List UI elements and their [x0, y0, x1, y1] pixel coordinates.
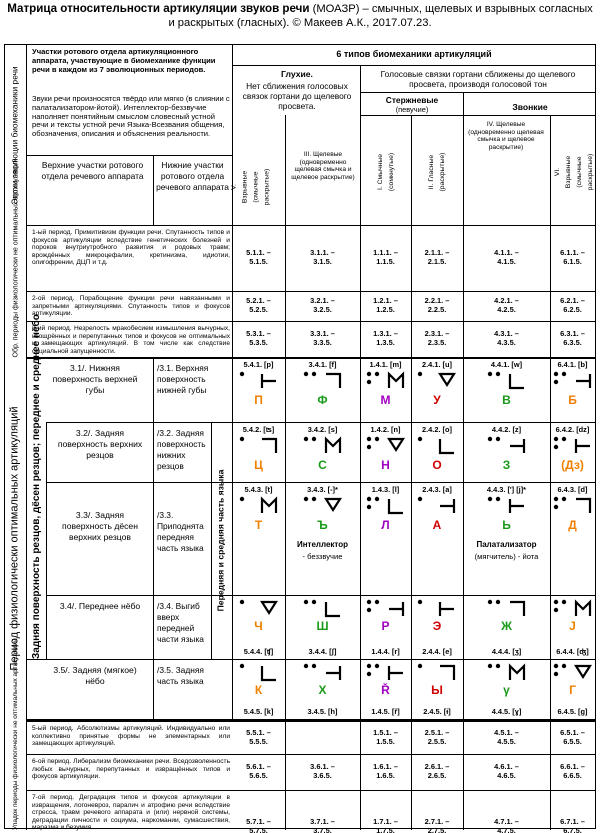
- bottom-code-0-4: 4.5.1. – 4.5.5.: [494, 727, 519, 746]
- six-types-header: 6 типов биомеханики артикуляций: [336, 49, 492, 59]
- sound-code-2-1: 3.4.3. [-]*: [307, 485, 338, 494]
- top-code-0-2: 1.1.1. – 1.1.5.: [373, 248, 398, 266]
- intellector-note: Интеллектор: [296, 540, 349, 549]
- sound-code-4-1: 3.4.5. [h]: [307, 707, 338, 716]
- sound-code-1-0: 5.4.2. [ʦ]: [242, 425, 275, 434]
- sound-code-2-5: 6.4.3. [d]: [557, 485, 588, 494]
- letter-3-3: Э: [432, 619, 442, 633]
- sound-code-3-3: 2.4.4. [e]: [422, 647, 452, 656]
- articulation-symbol-2-1: [303, 496, 343, 516]
- top-period-2: 3-ий период. Незрелость мракобесием измышления вычурных, изощрённых и перепутанных типов и фокусов не оптимальных и замещающих артикуляций. В том числе как следствие социальной запущенности.: [32, 325, 230, 355]
- sound-code-0-0: 5.4.1. [p]: [243, 360, 274, 369]
- articulation-symbol-3-3: [417, 599, 457, 619]
- bottom-period-1: 6-ой период. Либерализм биомеханики речи. Вседозволенность любых вычурных, перепутанных и извращённых типов и фокусов артикуляции.: [32, 758, 230, 781]
- bottom-code-2-4: 4.7.1. – 4.7.5.: [494, 817, 519, 833]
- letter-2-2: Л: [381, 518, 390, 532]
- top-code-0-1: 3.1.1. – 3.1.5.: [310, 248, 335, 266]
- articulation-symbol-0-4: [487, 371, 527, 391]
- sound-code-1-4: 4.4.2. [z]: [491, 425, 522, 434]
- sound-code-3-0: 5.4.4. [ʧ]: [243, 647, 274, 656]
- articulation-symbol-1-2: [366, 436, 406, 456]
- bottom-code-2-1: 3.7.1. – 3.7.5.: [310, 817, 335, 833]
- sound-code-4-2: 1.4.5. [ř]: [371, 707, 400, 716]
- page-title: Матрица относительности артикуляции звуков речи (МОАЗР) – смычных, щелевых и взрывных согласных и раскрытых (гласных). © Макеев А.К., 2017.07.23.: [7, 2, 593, 29]
- top-period-1: 2-ой период. Порабощение функции речи навязанными и запретными артикуляциями. Спутанность типов и фокусов артикуляции.: [32, 295, 230, 318]
- side-good-period: Период физиологически оптимальных артикуляций: [5, 357, 27, 719]
- articulation-symbol-2-4: [487, 496, 527, 516]
- articulation-symbol-1-5: [553, 436, 593, 456]
- side-epochs: Эпохи эволюции биомеханики речи: [5, 45, 27, 225]
- upper-part-1: 3.2/. Задняя поверхность верхних резцов: [57, 428, 143, 460]
- voiced-desc: Голосовые связки гортани сближены до щелевого просвета, производя голосовой тон: [380, 69, 576, 89]
- sonor-title: Звонкие: [512, 102, 548, 112]
- letter-4-0: К: [254, 683, 263, 697]
- top-code-1-4: 4.2.1. – 4.2.5.: [494, 296, 519, 314]
- top-code-0-4: 4.1.1. – 4.1.5.: [494, 248, 519, 266]
- articulation-symbol-0-1: [303, 371, 343, 391]
- letter-3-1: Ш: [316, 619, 329, 633]
- bottom-code-2-3: 2.7.1. – 2.7.5.: [424, 817, 450, 833]
- articulation-symbol-4-4: [487, 663, 527, 683]
- upper-part-2: 3.3/. Задняя поверхность дёсен верхних резцов: [62, 510, 138, 542]
- lower-part-0: /3.1. Верхняя поверхность нижней губы: [157, 363, 209, 395]
- lower-part-1: /3.2. Задняя поверхность нижних резцов: [157, 428, 206, 471]
- letter-4-5: Г: [569, 683, 576, 697]
- articulation-symbol-3-2: [366, 599, 406, 619]
- articulation-symbol-1-1: [303, 436, 343, 456]
- letter-3-4: Ж: [501, 619, 512, 633]
- sound-code-1-3: 2.4.2. [o]: [422, 425, 452, 434]
- col-iv: IV. Щелевые (одновременно щелевая смычка и щелевое раскрытие): [468, 121, 544, 151]
- letter-3-5: J: [569, 619, 576, 633]
- top-code-1-3: 2.2.1. – 2.2.5.: [424, 296, 450, 314]
- intro-text: Звуки речи произносятся твёрдо или мягко (в слиянии с палатализатором-йотой). Интеллектор-беззвучие наполняет понятийным смыслом словесный устной речи и тексты устной речи Языка-Всезвания общения, обозначения, описания и объяснения реальности.: [32, 94, 230, 139]
- col-i: I. Смычные (сомкнутые): [377, 152, 395, 192]
- sound-code-1-1: 3.4.2. [s]: [307, 425, 338, 434]
- side-tongue: Передняя и средняя часть языка: [215, 469, 226, 612]
- bottom-code-2-2: 1.7.1. – 1.7.5.: [373, 817, 398, 833]
- core-title: Стержневые: [385, 95, 439, 105]
- top-code-2-2: 1.3.1. – 1.3.5.: [373, 329, 398, 347]
- col-ii: II. Гласные (раскрытые): [428, 152, 446, 192]
- deaf-title: Глухие.: [281, 69, 313, 79]
- top-code-2-4: 4.3.1. – 4.3.5.: [494, 329, 519, 347]
- articulation-symbol-1-4: [487, 436, 527, 456]
- sound-code-3-1: 3.4.4. [ʃ]: [308, 647, 337, 656]
- letter-4-1: Х: [318, 683, 327, 697]
- letter-2-0: Т: [254, 518, 263, 532]
- col-v: V. Взрывные (смычные раскрытые): [230, 168, 271, 206]
- bottom-code-1-4: 4.6.1. – 4.6.5.: [494, 762, 519, 780]
- sound-code-3-5: 6.4.4. [ʤ]: [556, 647, 589, 656]
- letter-1-3: О: [432, 458, 442, 472]
- top-code-1-1: 3.2.1. – 3.2.5.: [310, 296, 335, 314]
- bottom-code-1-3: 2.6.1. – 2.6.5.: [424, 762, 450, 780]
- articulation-symbol-0-5: [553, 371, 593, 391]
- letter-0-5: Б: [568, 393, 577, 407]
- letter-0-4: В: [502, 393, 511, 407]
- top-code-0-3: 2.1.1. – 2.1.5.: [424, 248, 450, 266]
- top-code-1-2: 1.2.1. – 1.2.5.: [373, 296, 398, 314]
- sound-code-4-0: 5.4.5. [k]: [243, 707, 274, 716]
- letter-3-0: Ч: [254, 619, 263, 633]
- letter-3-2: Р: [381, 619, 390, 633]
- lower-part-2: /3.3. Приподнята передняя часть языка: [157, 510, 204, 553]
- upper-part-0: 3.1/. Нижняя поверхность верхней губы: [52, 363, 138, 395]
- upper-part-4: 3.5/. Задняя (мягкое) нёбо: [53, 665, 137, 686]
- letter-2-5: Д: [568, 518, 577, 532]
- core-sub: (певучие): [395, 105, 429, 114]
- bottom-code-0-2: 1.5.1. – 1.5.5.: [373, 727, 398, 746]
- sound-code-4-5: 6.4.5. [g]: [557, 707, 588, 716]
- side-decline: Упадок периоды физиологически не оптимальных артикуляций: [5, 719, 27, 830]
- letter-0-1: Ф: [317, 393, 328, 407]
- articulation-symbol-4-0: [239, 663, 279, 683]
- letter-1-4: З: [502, 458, 511, 472]
- bottom-code-0-5: 6.5.1. – 6.5.5.: [560, 727, 585, 746]
- articulation-symbol-3-0: [239, 599, 279, 619]
- letter-0-0: П: [254, 393, 263, 407]
- lower-part-3: /3.4. Выгиб вверх передней части языка: [157, 601, 204, 644]
- letter-4-2: Ř: [381, 683, 390, 697]
- sound-code-2-3: 2.4.3. [a]: [422, 485, 452, 494]
- letter-2-1: Ъ: [317, 518, 328, 532]
- sound-code-3-2: 1.4.4. [r]: [371, 647, 400, 656]
- sound-code-2-2: 1.4.3. [l]: [371, 485, 400, 494]
- intellector-sub: - беззвучие: [302, 552, 343, 561]
- articulation-symbol-2-5: [553, 496, 593, 516]
- top-code-1-5: 6.2.1. – 6.2.5.: [560, 296, 585, 314]
- top-code-0-0: 5.1.1. – 5.1.5.: [246, 248, 271, 266]
- articulation-symbol-1-0: [239, 436, 279, 456]
- sound-code-2-0: 5.4.3. [t]: [244, 485, 273, 494]
- bottom-code-0-0: 5.5.1. – 5.5.5.: [246, 727, 271, 746]
- bottom-code-1-1: 3.6.1. – 3.6.5.: [310, 762, 335, 780]
- top-code-2-0: 5.3.1. – 5.3.5.: [246, 329, 271, 347]
- bottom-code-2-5: 6.7.1. – 6.7.5.: [560, 817, 585, 833]
- articulation-symbol-3-4: [487, 599, 527, 619]
- bottom-code-1-2: 1.6.1. – 1.6.5.: [373, 762, 398, 780]
- letter-1-1: С: [318, 458, 327, 472]
- top-period-0: 1-ый период. Примитивизм функции речи. Спутанность типов и фокусов артикуляции вследствие генетических болезней и пороков внутриутробного развития и родовых травм; врождённых микроцефалии, кретинизма, идиотии, олигофрении, ДЦП и т.д.: [32, 229, 230, 267]
- sound-code-0-3: 2.4.1. [u]: [422, 360, 452, 369]
- sound-code-1-5: 6.4.2. [dz]: [555, 425, 590, 434]
- articulation-symbol-1-3: [417, 436, 457, 456]
- articulation-symbol-3-5: [553, 599, 593, 619]
- sound-code-4-4: 4.4.5. [ɣ]: [491, 707, 522, 716]
- side-back-teeth: Задняя поверхность резцов, дёсен резцов; переднее и среднее нёбо: [27, 422, 47, 659]
- articulation-symbol-0-2: [366, 371, 406, 391]
- letter-2-4: Ь: [502, 518, 511, 532]
- col-vi: VI. Взрывные (смычные раскрытые): [554, 153, 594, 191]
- bottom-period-2: 7-ой период. Деградация типов и фокусов артикуляции в извращения, логоневроз, паралич и атрофию речи вследствие стресса, травм речевого аппарата и (или) нервной системы, деградации личности и социума, наркомании, сумасшествия, маразма и безумия.: [32, 794, 230, 832]
- sound-code-3-4: 4.4.4. [ʒ]: [491, 647, 522, 656]
- sound-code-0-1: 3.4.1. [f]: [308, 360, 337, 369]
- top-code-2-3: 2.3.1. – 2.3.5.: [424, 329, 450, 347]
- articulation-symbol-0-0: [239, 371, 279, 391]
- articulation-symbol-3-1: [303, 599, 343, 619]
- letter-1-2: Н: [381, 458, 390, 472]
- top-code-1-0: 5.2.1. – 5.2.5.: [246, 296, 271, 314]
- palatalizer-sub: (мягчитель) - йота: [474, 552, 539, 561]
- articulation-symbol-2-3: [417, 496, 457, 516]
- sound-code-2-4: 4.4.3. ['] [j]*: [486, 485, 527, 494]
- letter-4-3: Ы: [431, 683, 443, 697]
- bottom-period-0: 5-ый период. Абсолютизмы артикуляций. Индивидуально или коллективно принятые формы не элементарных или замещающих артикуляций.: [32, 725, 230, 748]
- top-code-2-5: 6.3.1. – 6.3.5.: [560, 329, 585, 347]
- bottom-code-1-0: 5.6.1. – 5.6.5.: [246, 762, 271, 780]
- deaf-desc: Нет сближения голосовых связок гортани до щелевого просвета.: [242, 81, 352, 111]
- letter-0-3: У: [433, 393, 441, 407]
- top-code-2-1: 3.3.1. – 3.3.5.: [310, 329, 335, 347]
- articulation-symbol-4-1: [303, 663, 343, 683]
- top-code-0-5: 6.1.1. – 6.1.5.: [560, 248, 585, 266]
- articulation-symbol-0-3: [417, 371, 457, 391]
- articulation-symbol-4-5: [553, 663, 593, 683]
- letter-2-3: А: [432, 518, 442, 532]
- intro-title: Участки ротового отдела артикуляционного аппарата, участвующие в биомеханике функции речи в каждом из 7 эволюционных периодов.: [32, 47, 216, 74]
- side-bad-periods: Обр. периоды физиологически не оптимальных артикуляций: [5, 225, 27, 357]
- bottom-code-1-5: 6.6.1. – 6.6.5.: [560, 762, 585, 780]
- articulation-symbol-4-3: [417, 663, 457, 683]
- lower-part-4: /3.5. Задняя часть языка: [157, 665, 204, 686]
- sound-code-0-5: 6.4.1. [b]: [557, 360, 588, 369]
- sound-code-0-2: 1.4.1. [m]: [369, 360, 402, 369]
- bottom-code-2-0: 5.7.1. – 5.7.5.: [246, 817, 271, 833]
- articulation-symbol-2-0: [239, 496, 279, 516]
- sound-code-4-3: 2.4.5. [ɨ]: [423, 707, 451, 716]
- bottom-code-0-3: 2.5.1. – 2.5.5.: [424, 727, 450, 746]
- lower-parts-header: Нижние участки ротового отдела речевого аппарата: [156, 160, 229, 192]
- palatalizer-note: Палатализатор: [476, 540, 537, 549]
- articulation-symbol-4-2: [366, 663, 406, 683]
- articulation-symbol-2-2: [366, 496, 406, 516]
- letter-1-0: Ц: [254, 458, 263, 472]
- sound-code-1-2: 1.4.2. [n]: [370, 425, 401, 434]
- letter-4-4: γ: [503, 683, 510, 697]
- upper-parts-header: Верхние участки ротового отдела речевого аппарата: [41, 160, 144, 181]
- sound-code-0-4: 4.4.1. [w]: [490, 360, 523, 369]
- letter-0-2: М: [380, 393, 391, 407]
- upper-part-3: 3.4/. Переднее нёбо: [59, 601, 141, 611]
- col-iii: III. Щелевые (одновременно щелевая смычка и щелевое раскрытие): [291, 151, 355, 181]
- letter-1-5: (Дз): [561, 458, 584, 472]
- matrix: [4, 44, 596, 833]
